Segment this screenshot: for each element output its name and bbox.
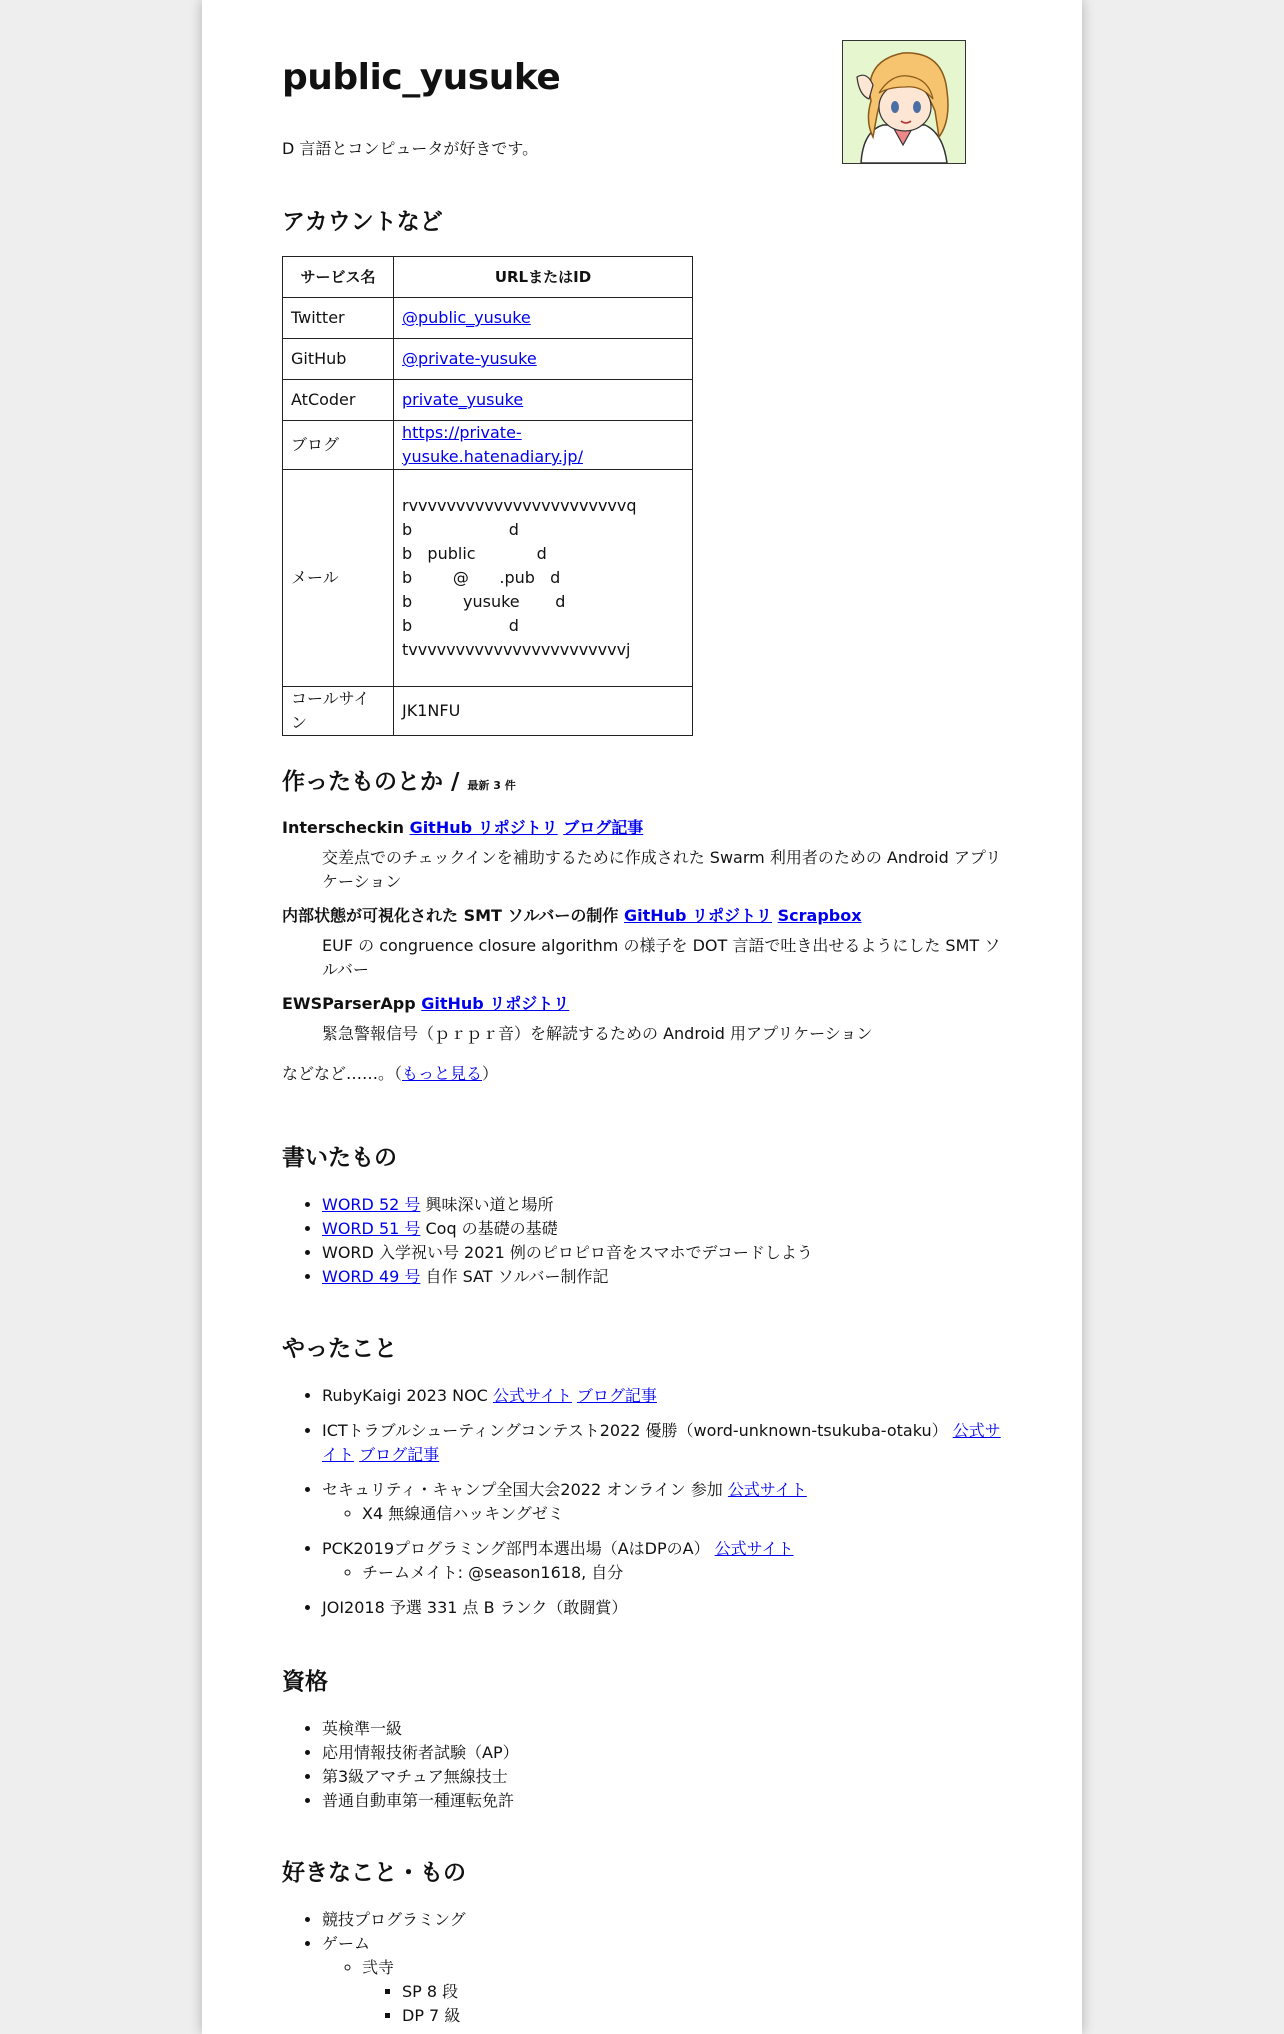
- accounts-table: [282, 256, 693, 736]
- avatar-illustration: [843, 41, 965, 163]
- blog-link[interactable]: https://private-yusuke.hatenadiary.jp/: [402, 423, 583, 466]
- official-site-link[interactable]: 公式サイト: [727, 1480, 807, 1499]
- github-repo-link[interactable]: GitHub リポジトリ: [409, 818, 558, 837]
- qualifications-heading: 資格: [282, 1669, 328, 1695]
- word-issue-link[interactable]: WORD 51 号: [322, 1219, 421, 1238]
- page-card: [202, 0, 1082, 2034]
- list-item: • WORD 入学祝い号 2021 例のピロピロ音をスマホでデコードしよう: [322, 1241, 1002, 1265]
- service-cell: AtCoder: [283, 380, 394, 421]
- more-link[interactable]: もっと見る: [402, 1064, 483, 1083]
- list-item: • ゲーム ◦ 弐寺 ▪ SP 8 段 ▪ DP 7 級: [322, 1932, 1002, 2028]
- list-item: • 競技プログラミング: [322, 1908, 1002, 1932]
- service-cell: コールサイン: [283, 687, 394, 736]
- work-item-title: EWSParserApp GitHub リポジトリ: [282, 994, 570, 1013]
- list-item: • 普通自動車第一種運転免許: [322, 1789, 1002, 1813]
- word-issue-link[interactable]: WORD 49 号: [322, 1267, 421, 1286]
- work-item-title: Interscheckin GitHub リポジトリ ブログ記事: [282, 818, 644, 837]
- official-site-link[interactable]: 公式サイト: [322, 1421, 1001, 1464]
- word-issue-link[interactable]: WORD 52 号: [322, 1195, 421, 1214]
- likes-heading: 好きなこと・もの: [282, 1860, 466, 1886]
- writings-list: [282, 1193, 1002, 1289]
- table-row-twitter: [283, 298, 693, 339]
- list-item: • WORD 49 号 自作 SAT ソルバー制作記: [322, 1265, 1002, 1289]
- works-list: [282, 816, 1002, 1086]
- work-item-desc: 緊急警報信号（ｐｒｐｒ音）を解読するための Android 用アプリケーション: [322, 1024, 873, 1043]
- blog-post-link[interactable]: ブログ記事: [576, 1386, 657, 1405]
- atcoder-link[interactable]: private_yusuke: [402, 390, 524, 409]
- list-item: • セキュリティ・キャンプ全国大会2022 オンライン 参加 公式サイト ◦ X4 無線通信ハッキングゼミ: [322, 1478, 1002, 1526]
- callsign-value: JK1NFU: [394, 687, 693, 736]
- page-title: public_yusuke: [282, 57, 561, 98]
- github-link[interactable]: @private-yusuke: [402, 349, 537, 368]
- service-cell: メール: [283, 470, 394, 687]
- service-cell: ブログ: [283, 421, 394, 470]
- official-site-link[interactable]: 公式サイト: [714, 1539, 794, 1558]
- sub-list-item: ◦ X4 無線通信ハッキングゼミ: [362, 1502, 1002, 1526]
- sub-list-item: ◦ チームメイト: @season1618, 自分: [362, 1561, 1002, 1585]
- work-item-title: 内部状態が可視化された SMT ソルバーの制作 GitHub リポジトリ Scrapbox: [282, 906, 862, 925]
- writings-heading: 書いたもの: [282, 1145, 397, 1171]
- list-item: • PCK2019プログラミング部門本選出場（AはDPのA） 公式サイト ◦ チームメイト: @season1618, 自分: [322, 1537, 1002, 1585]
- blog-post-link[interactable]: ブログ記事: [359, 1445, 440, 1464]
- accounts-heading: アカウントなど: [282, 209, 443, 235]
- table-row-callsign: [283, 687, 693, 736]
- twitter-link[interactable]: @public_yusuke: [402, 308, 531, 327]
- list-item: • 第3級アマチュア無線技士: [322, 1765, 1002, 1789]
- github-repo-link[interactable]: GitHub リポジトリ: [623, 906, 773, 925]
- list-item: • 応用情報技術者試験（AP）: [322, 1741, 1002, 1765]
- table-row-atcoder: [283, 380, 693, 421]
- more-text: などなど……。（もっと見る）: [282, 1064, 499, 1083]
- column-header-service: サービス名: [283, 257, 394, 298]
- mail-ascii-art: rvvvvvvvvvvvvvvvvvvvvvvvq b d b public d b @ .pub d b yusuke d b d tvvvvvvvvvvvvvvvvvvvvvvvj: [402, 496, 637, 659]
- blog-post-link[interactable]: ブログ記事: [563, 818, 644, 837]
- table-row-blog: [283, 421, 693, 470]
- list-item: • WORD 51 号 Coq の基礎の基礎: [322, 1217, 1002, 1241]
- rank-item: ▪ SP 8 段: [402, 1980, 1002, 2004]
- qualifications-list: [282, 1717, 1002, 1813]
- column-header-url: URLまたはID: [394, 257, 693, 298]
- service-cell: Twitter: [283, 298, 394, 339]
- sub-list-item: ◦ 弐寺 ▪ SP 8 段 ▪ DP 7 級: [362, 1956, 1002, 2028]
- service-cell: GitHub: [283, 339, 394, 380]
- scrapbox-link[interactable]: Scrapbox: [777, 906, 862, 925]
- done-heading: やったこと: [282, 1336, 397, 1362]
- list-item: • 英検準一級: [322, 1717, 1002, 1741]
- work-item-desc: EUF の congruence closure algorithm の様子を DOT 言語で吐き出せるようにした SMT ソルバー: [322, 936, 1001, 979]
- avatar-image: [842, 40, 966, 164]
- intro-text: D 言語とコンピュータが好きです。: [282, 139, 539, 158]
- rank-item: ▪ DP 7 級: [402, 2004, 1002, 2028]
- done-list: [282, 1384, 1002, 1631]
- official-site-link[interactable]: 公式サイト: [492, 1386, 572, 1405]
- github-repo-link[interactable]: GitHub リポジトリ: [421, 994, 570, 1013]
- table-header-row: [283, 257, 693, 298]
- table-row-github: [283, 339, 693, 380]
- list-item: • JOI2018 予選 331 点 B ランク（敢闘賞）: [322, 1596, 1002, 1620]
- works-heading-note: 最新 3 件: [467, 779, 516, 792]
- list-item: • WORD 52 号 興味深い道と場所: [322, 1193, 1002, 1217]
- works-heading: 作ったものとか / 最新 3 件: [282, 769, 516, 795]
- table-row-mail: [283, 470, 693, 687]
- work-item-desc: 交差点でのチェックインを補助するために作成された Swarm 利用者のための Android アプリケーション: [322, 848, 1002, 891]
- likes-list: [282, 1908, 1002, 2028]
- list-item: • RubyKaigi 2023 NOC 公式サイト ブログ記事: [322, 1384, 1002, 1408]
- list-item: • ICTトラブルシューティングコンテスト2022 優勝（word-unknown-tsukuba-otaku） 公式サイト ブログ記事: [322, 1419, 1002, 1467]
